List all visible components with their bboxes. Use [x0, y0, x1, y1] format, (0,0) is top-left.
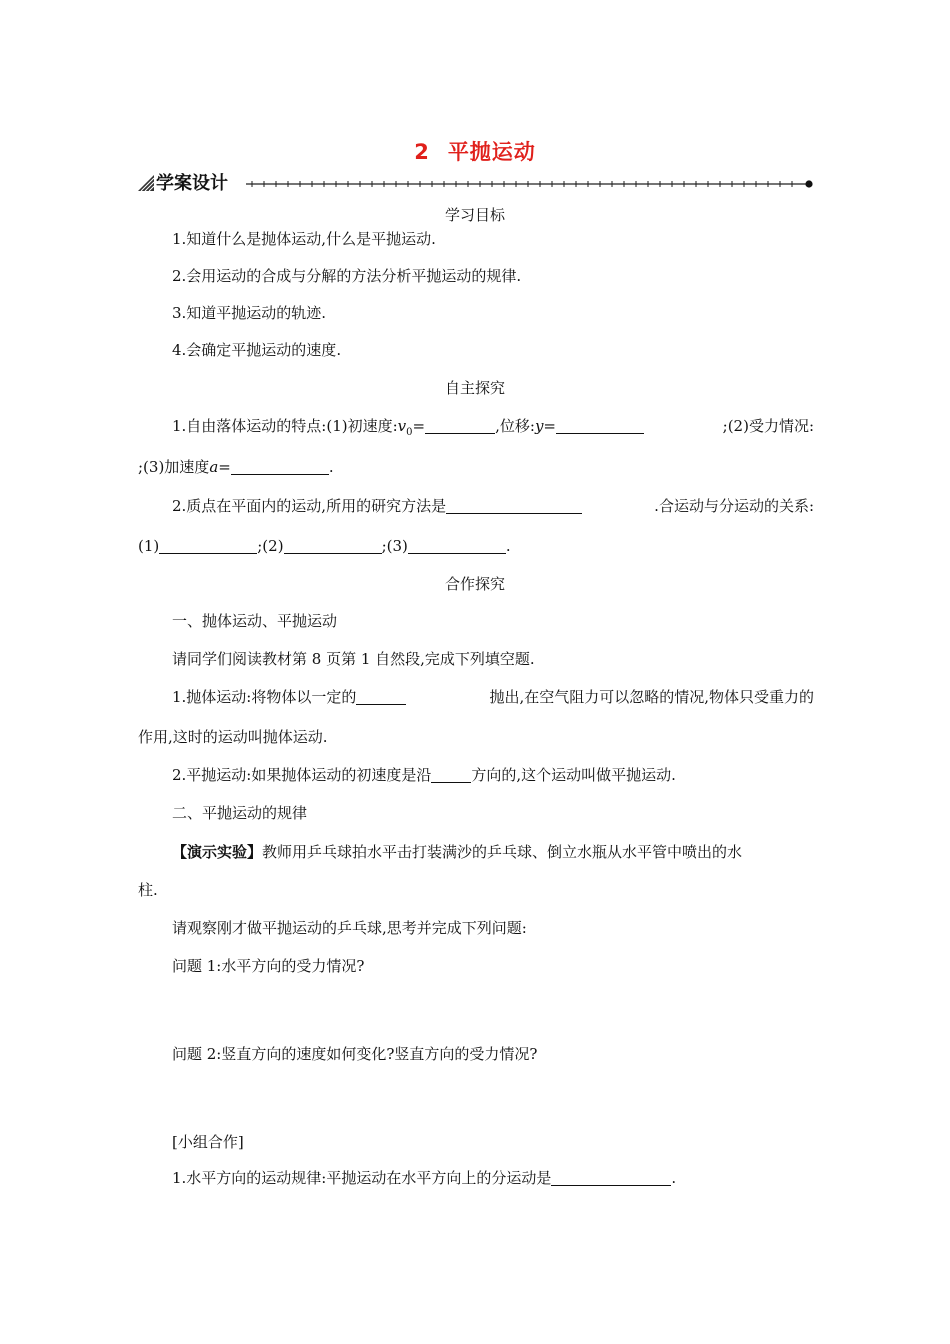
c1-text-b: 抛出,在空气阻力可以忽略的情况,物体只受重力的 — [489, 688, 814, 706]
section-banner — [138, 172, 814, 196]
group-work-label: [小组合作] — [172, 1133, 244, 1151]
banner-dotted-rule — [246, 177, 814, 191]
q2-end: . — [505, 537, 511, 555]
page-title — [0, 136, 950, 166]
equals-sign: = — [412, 417, 426, 435]
self-study-heading: 自主探究 — [444, 379, 505, 397]
q1-text-a: 1.自由落体运动的特点:(1)初速度: — [172, 417, 398, 435]
self-study-q1-line2 — [138, 457, 814, 477]
cooperate-c2 — [172, 765, 814, 785]
blank-relation-3[interactable] — [408, 537, 506, 554]
blank-relation-1[interactable] — [159, 537, 257, 554]
blank-displacement[interactable] — [556, 417, 644, 434]
q2-text-b: .合运动与分运动的关系: — [654, 497, 814, 515]
q2-part1: (1) — [138, 537, 160, 555]
c2-text-b: 方向的,这个运动叫做平抛运动. — [471, 766, 676, 784]
q1-text-b: ,位移: — [495, 417, 535, 435]
c2-text-a: 2.平抛运动:如果抛体运动的初速度是沿 — [172, 766, 432, 784]
c1-text-a: 1.抛体运动:将物体以一定的 — [172, 688, 357, 706]
self-study-q1-line1 — [172, 416, 814, 443]
title-text: 平抛运动 — [447, 140, 536, 164]
g1-text-a: 1.水平方向的运动规律:平抛运动在水平方向上的分运动是 — [172, 1169, 552, 1187]
part2-title: 二、平抛运动的规律 — [172, 804, 308, 822]
banner-label: 学案设计 — [156, 173, 228, 194]
y-symbol: y — [534, 417, 544, 435]
question-1: 问题 1:水平方向的受力情况? — [172, 957, 365, 975]
blank-relation-2[interactable] — [284, 537, 382, 554]
part1-title: 一、抛体运动、平抛运动 — [172, 612, 338, 630]
q1-text-c: ;(2)受力情况: — [722, 417, 814, 435]
goal-item: 2.会用运动的合成与分解的方法分析平抛运动的规律. — [172, 267, 522, 285]
self-study-q2-line2 — [138, 536, 814, 556]
q2-part2: ;(2) — [257, 537, 284, 555]
goals-heading: 学习目标 — [444, 206, 505, 224]
blank-acceleration[interactable] — [231, 458, 329, 475]
a-symbol: a — [209, 458, 219, 476]
question-2: 问题 2:竖直方向的速度如何变化?竖直方向的受力情况? — [172, 1045, 538, 1063]
group-g1 — [172, 1168, 814, 1188]
q1-text-d: ;(3)加速度 — [138, 458, 210, 476]
g1-end: . — [671, 1169, 677, 1187]
q1-end: . — [328, 458, 334, 476]
goal-item: 4.会确定平抛运动的速度. — [172, 341, 342, 359]
cooperate-heading: 合作探究 — [444, 575, 505, 593]
demo-line1 — [172, 842, 814, 862]
equals-sign: = — [543, 417, 556, 435]
q2-part3: ;(3) — [381, 537, 408, 555]
v0-subscript: 0 — [406, 427, 413, 438]
blank-initial-velocity[interactable] — [425, 417, 495, 434]
goal-item: 1.知道什么是抛体运动,什么是平抛运动. — [172, 230, 436, 248]
banner-triangle-icon — [138, 175, 154, 191]
self-study-q2-line1 — [172, 496, 814, 516]
v0-symbol: v — [397, 417, 407, 435]
demo-tag: 【演示实验】 — [172, 843, 263, 861]
equals-sign: = — [218, 458, 231, 476]
blank-method[interactable] — [446, 497, 582, 514]
demo-text-b: 柱. — [138, 881, 158, 899]
q2-text-a: 2.质点在平面内的运动,所用的研究方法是 — [172, 497, 447, 515]
c1-text-c: 作用,这时的运动叫抛体运动. — [138, 728, 328, 746]
title-number: 2 — [414, 140, 430, 164]
blank-horizontal-motion[interactable] — [551, 1169, 671, 1186]
demo-text-a: 教师用乒乓球拍水平击打装满沙的乒乓球、倒立水瓶从水平管中喷出的水 — [262, 843, 743, 861]
blank-direction[interactable] — [431, 766, 471, 783]
cooperate-c1-line1 — [172, 687, 814, 707]
goal-item: 3.知道平抛运动的轨迹. — [172, 304, 327, 322]
reading-instruction: 请同学们阅读教材第 8 页第 1 自然段,完成下列填空题. — [172, 650, 535, 668]
blank-speed[interactable] — [356, 688, 406, 705]
observe-instruction: 请观察刚才做平抛运动的乒乓球,思考并完成下列问题: — [172, 919, 527, 937]
